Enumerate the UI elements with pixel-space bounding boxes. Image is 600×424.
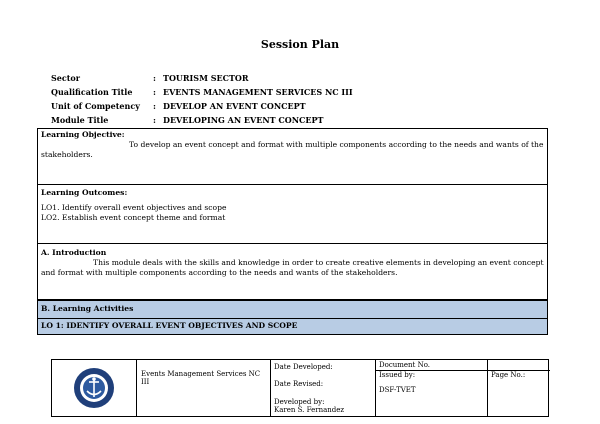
footer-dates-cell	[271, 360, 376, 416]
lo1-header	[37, 318, 548, 335]
meta-colon: :	[153, 115, 156, 125]
footer-document-cell	[376, 360, 488, 416]
outcome-item: LO2. Establish event concept theme and format	[41, 213, 226, 222]
developed-by-label: Developed by:	[274, 398, 325, 406]
learning-objective-section	[37, 128, 548, 185]
meta-value: EVENTS MANAGEMENT SERVICES NC III	[163, 87, 353, 97]
learning-objective-text: To develop an event concept and format with multiple components according to the needs and wants of the stakeholders.	[41, 140, 544, 159]
outcome-item: LO1. Identify overall event objectives and scope	[41, 203, 227, 212]
meta-row-module	[51, 113, 353, 127]
page-title: Session Plan	[260, 38, 340, 51]
page-no-label: Page No.:	[491, 371, 526, 379]
issued-by-label: Issued by:	[379, 371, 416, 379]
learning-activities-heading: B. Learning Activities	[38, 301, 547, 318]
meta-label: Module Title	[51, 115, 109, 125]
meta-label: Unit of Competency	[51, 101, 140, 111]
date-revised-label: Date Revised:	[274, 380, 324, 388]
institution-logo	[72, 366, 116, 410]
meta-value: DEVELOPING AN EVENT CONCEPT	[163, 115, 324, 125]
meta-label: Sector	[51, 73, 80, 83]
meta-label: Qualification Title	[51, 87, 133, 97]
logo-cell	[52, 360, 137, 416]
developed-by-value: Karen S. Fernandez	[274, 406, 345, 414]
learning-outcomes-heading: Learning Outcomes:	[41, 188, 128, 197]
meta-colon: :	[153, 87, 156, 97]
footer-qualification: Events Management Services NC III	[137, 360, 271, 416]
meta-colon: :	[153, 73, 156, 83]
meta-colon: :	[153, 101, 156, 111]
course-meta	[51, 71, 353, 127]
meta-row-unit	[51, 99, 353, 113]
meta-row-sector	[51, 71, 353, 85]
introduction-text: This module deals with the skills and knowledge in order to create creative elements in developing an event concept and format with multiple components according to the needs and wants of the stakeholders.	[41, 258, 544, 277]
document-no-label: Document No.	[379, 361, 431, 369]
meta-value: DEVELOP AN EVENT CONCEPT	[163, 101, 306, 111]
learning-activities-header	[37, 300, 548, 319]
date-developed-label: Date Developed:	[274, 363, 333, 371]
introduction-heading: A. Introduction	[41, 248, 107, 257]
issued-by-value: DSF-TVET	[379, 386, 416, 394]
introduction-section	[37, 244, 548, 300]
meta-value: TOURISM SECTOR	[163, 73, 249, 83]
meta-row-qualification	[51, 85, 353, 99]
document-footer	[51, 359, 549, 417]
learning-outcomes-section	[37, 185, 548, 244]
learning-objective-heading: Learning Objective:	[41, 130, 125, 139]
lo1-heading: LO 1: IDENTIFY OVERALL EVENT OBJECTIVES AND SCOPE	[38, 319, 547, 334]
footer-page-cell	[488, 360, 550, 416]
